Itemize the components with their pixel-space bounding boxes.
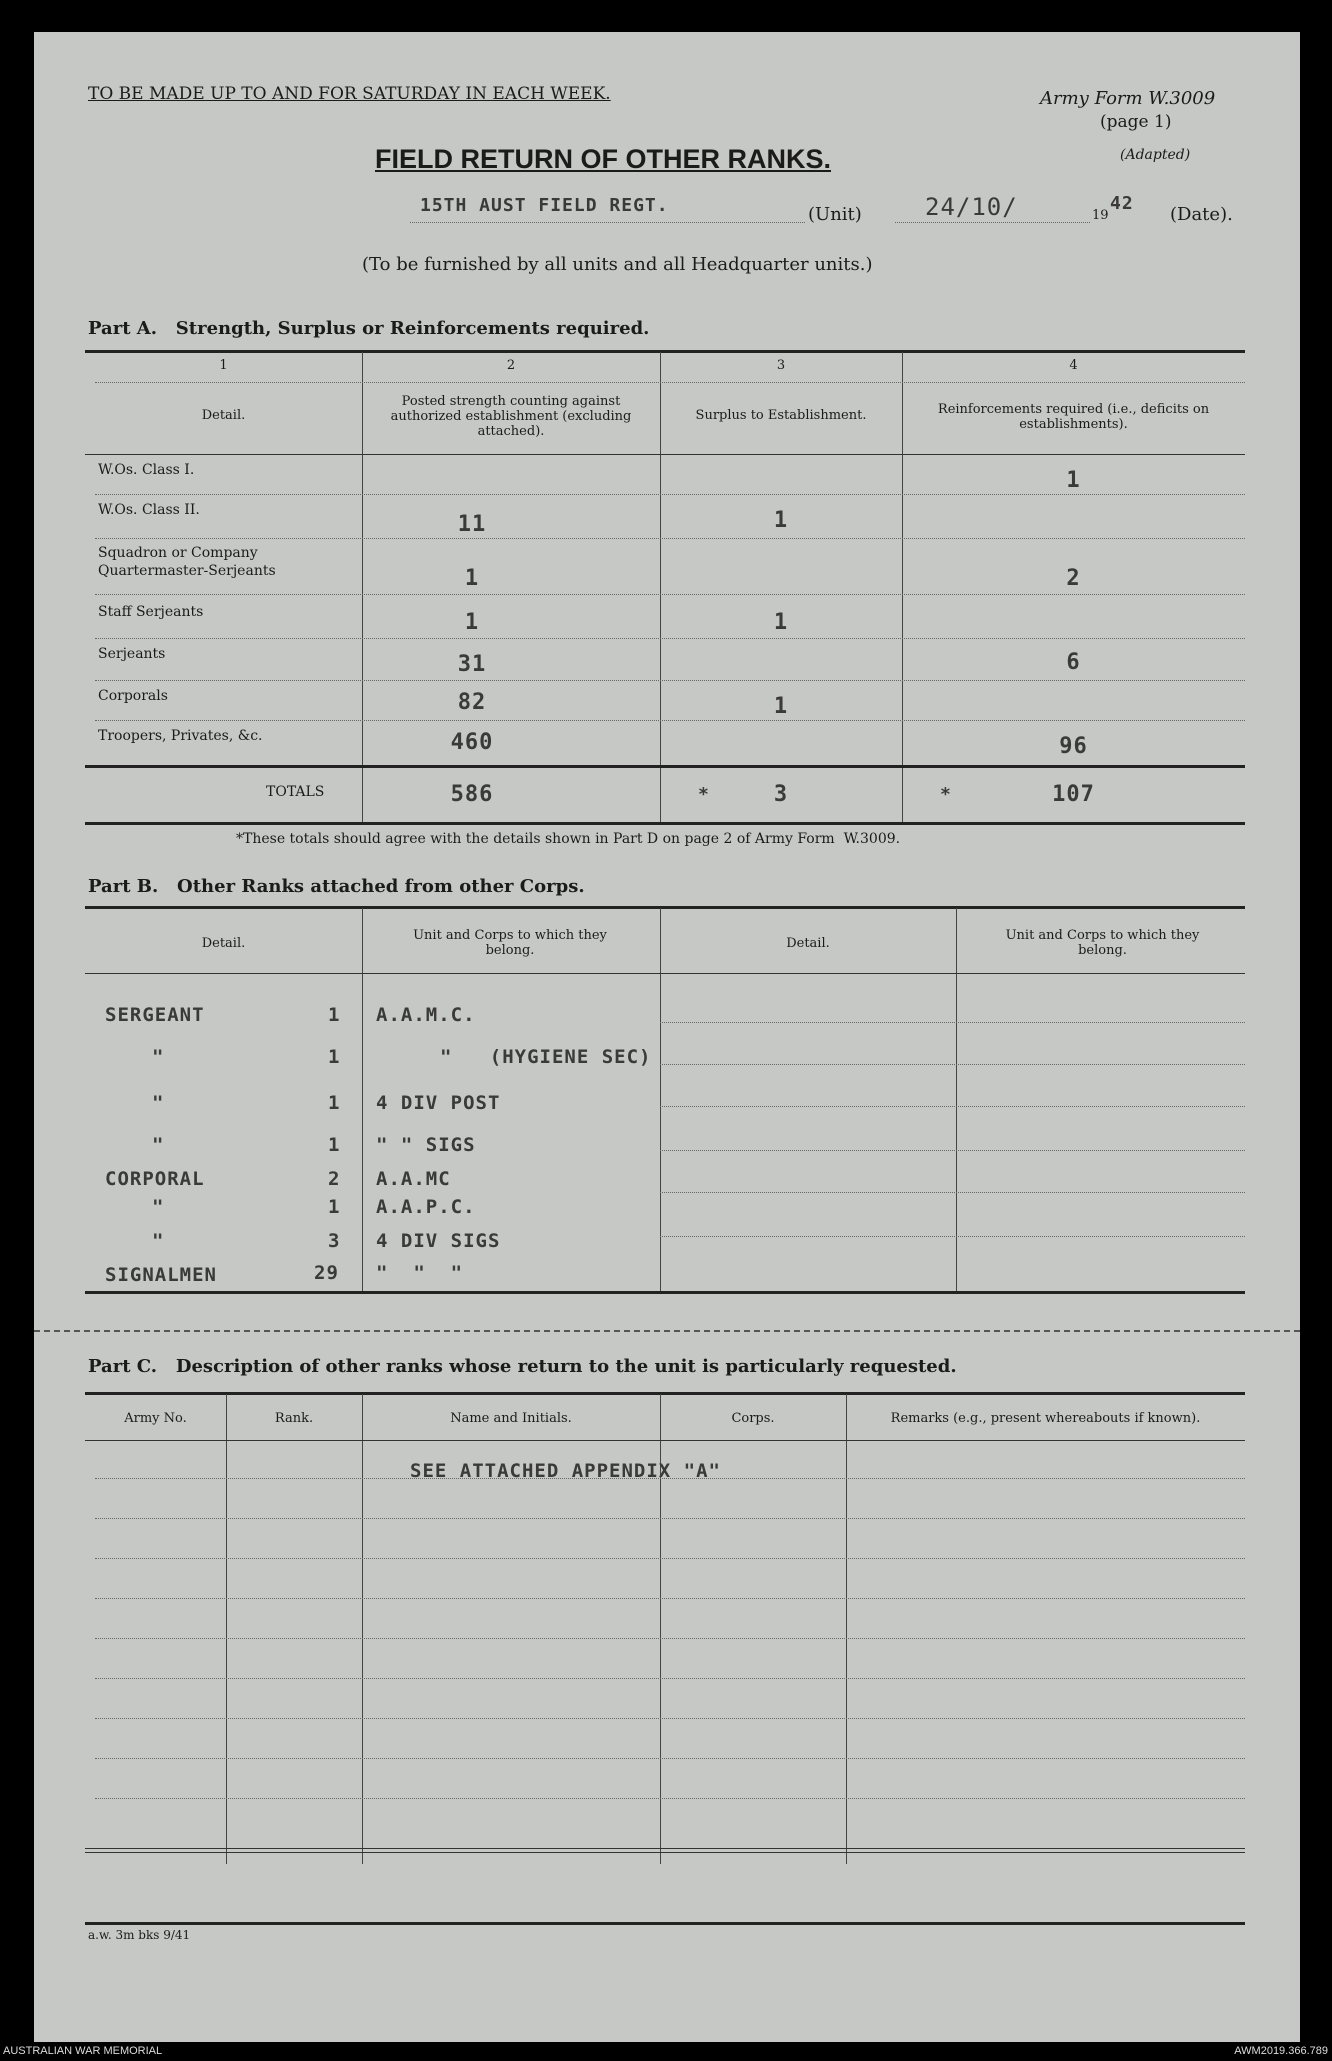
row-posted: 1: [464, 610, 480, 635]
row-reinf: 96: [1059, 734, 1088, 759]
form-page: (page 1): [1100, 112, 1172, 132]
b-num: 1: [328, 1004, 341, 1026]
col-num-3: 3: [776, 358, 786, 373]
b-num: 29: [314, 1262, 339, 1284]
row-surplus: 1: [773, 610, 789, 635]
row-detail: W.Os. Class II.: [98, 502, 200, 518]
row-surplus: 1: [773, 508, 789, 533]
b-rank: SIGNALMEN: [105, 1264, 217, 1286]
row-detail: Staff Serjeants: [98, 604, 204, 620]
year-value: 42: [1110, 193, 1134, 214]
part-a-heading: Part A. Strength, Surplus or Reinforcements required.: [88, 318, 650, 339]
row-posted: 31: [457, 652, 487, 677]
b-unit: " (HYGIENE SEC): [440, 1046, 652, 1068]
printer-code: a.w. 3m bks 9/41: [88, 1928, 191, 1942]
b-unit: A.A.M.C.: [376, 1004, 476, 1026]
b-rank: ": [152, 1196, 165, 1218]
b-header-detail-2: Detail.: [786, 936, 830, 951]
b-header-detail-1: Detail.: [201, 936, 246, 951]
b-rank: ": [152, 1092, 165, 1114]
b-num: 1: [328, 1046, 341, 1068]
col-header-detail: Detail.: [201, 408, 246, 423]
row-detail: Serjeants: [98, 646, 166, 662]
b-header-unit-1: Unit and Corps to which they belong.: [413, 928, 607, 958]
col-num-2: 2: [506, 358, 516, 373]
row-posted: 1: [464, 566, 480, 591]
col-header-posted: Posted strength counting against authorized establishment (excluding attached).: [390, 394, 632, 439]
b-num: 1: [328, 1196, 341, 1218]
b-rank: ": [152, 1134, 165, 1156]
total-surplus-asterisk: *: [698, 784, 710, 805]
total-reinf: 107: [1052, 782, 1095, 807]
b-header-unit-2: Unit and Corps to which they belong.: [1005, 928, 1200, 958]
row-posted: 460: [450, 730, 494, 755]
b-unit: " " ": [376, 1262, 464, 1284]
row-surplus: 1: [773, 694, 789, 719]
c-header-remarks: Remarks (e.g., present whereabouts if known).: [890, 1411, 1201, 1426]
c-header-army-no: Army No.: [124, 1411, 187, 1426]
col-header-surplus: Surplus to Establishment.: [695, 408, 867, 423]
caption-right: AWM2019.366.789: [1234, 2045, 1328, 2057]
c-entry: SEE ATTACHED APPENDIX "A": [410, 1460, 721, 1482]
col-header-reinf: Reinforcements required (i.e., deficits on establishments).: [937, 402, 1210, 432]
col-num-1: 1: [219, 358, 228, 373]
b-unit: 4 DIV POST: [376, 1092, 501, 1114]
b-rank: SERGEANT: [105, 1004, 205, 1026]
c-header-rank: Rank.: [274, 1411, 314, 1426]
part-a-footnote: *These totals should agree with the details shown in Part D on page 2 of Army Form W.3009.: [236, 831, 901, 847]
b-unit: 4 DIV SIGS: [376, 1230, 501, 1252]
perforation-line: [34, 1330, 1300, 1332]
total-posted: 586: [450, 782, 494, 807]
form-number: Army Form W.3009: [1040, 88, 1216, 109]
caption-bar: [0, 2042, 1332, 2061]
caption-left: AUSTRALIAN WAR MEMORIAL: [3, 2045, 163, 2057]
b-num: 3: [328, 1230, 341, 1252]
year-prefix: 19: [1092, 208, 1109, 223]
row-detail: W.Os. Class I.: [98, 462, 195, 478]
page-title: FIELD RETURN OF OTHER RANKS.: [375, 144, 831, 174]
b-unit: " " SIGS: [376, 1134, 476, 1156]
row-reinf: 2: [1066, 566, 1081, 591]
unit-label: (Unit): [808, 204, 862, 225]
b-unit: A.A.MC: [376, 1168, 451, 1190]
total-surplus: 3: [773, 782, 789, 807]
part-b-heading: Part B. Other Ranks attached from other Corps.: [88, 876, 585, 897]
row-detail: Troopers, Privates, &c.: [98, 728, 263, 744]
b-num: 2: [328, 1168, 341, 1190]
b-rank: ": [152, 1046, 165, 1068]
row-posted: 82: [457, 690, 487, 715]
instruction-text: TO BE MADE UP TO AND FOR SATURDAY IN EACH WEEK.: [88, 84, 611, 104]
c-header-name: Name and Initials.: [450, 1411, 572, 1426]
row-reinf: 6: [1066, 650, 1081, 675]
b-rank: ": [152, 1230, 165, 1252]
b-unit: A.A.P.C.: [376, 1196, 476, 1218]
b-num: 1: [328, 1134, 341, 1156]
b-num: 1: [328, 1092, 341, 1114]
total-reinf-asterisk: *: [940, 784, 952, 805]
totals-label: TOTALS: [266, 784, 325, 800]
date-label: (Date).: [1170, 204, 1233, 225]
row-detail: [98, 544, 348, 580]
date-value: 24/10/: [925, 193, 1018, 221]
col-num-4: 4: [1069, 358, 1078, 373]
furnish-note: (To be furnished by all units and all Headquarter units.): [362, 254, 873, 275]
form-adapted: (Adapted): [1120, 147, 1191, 163]
unit-value: 15TH AUST FIELD REGT.: [420, 195, 669, 216]
row-posted: 11: [457, 512, 487, 537]
c-header-corps: Corps.: [731, 1411, 775, 1426]
row-detail-text: Squadron or Company Quartermaster-Serjeants: [98, 545, 276, 579]
part-c-heading: Part C. Description of other ranks whose return to the unit is particularly requested.: [88, 1356, 957, 1377]
row-detail: Corporals: [98, 688, 168, 704]
row-reinf: 1: [1066, 468, 1081, 493]
b-rank: CORPORAL: [105, 1168, 205, 1190]
